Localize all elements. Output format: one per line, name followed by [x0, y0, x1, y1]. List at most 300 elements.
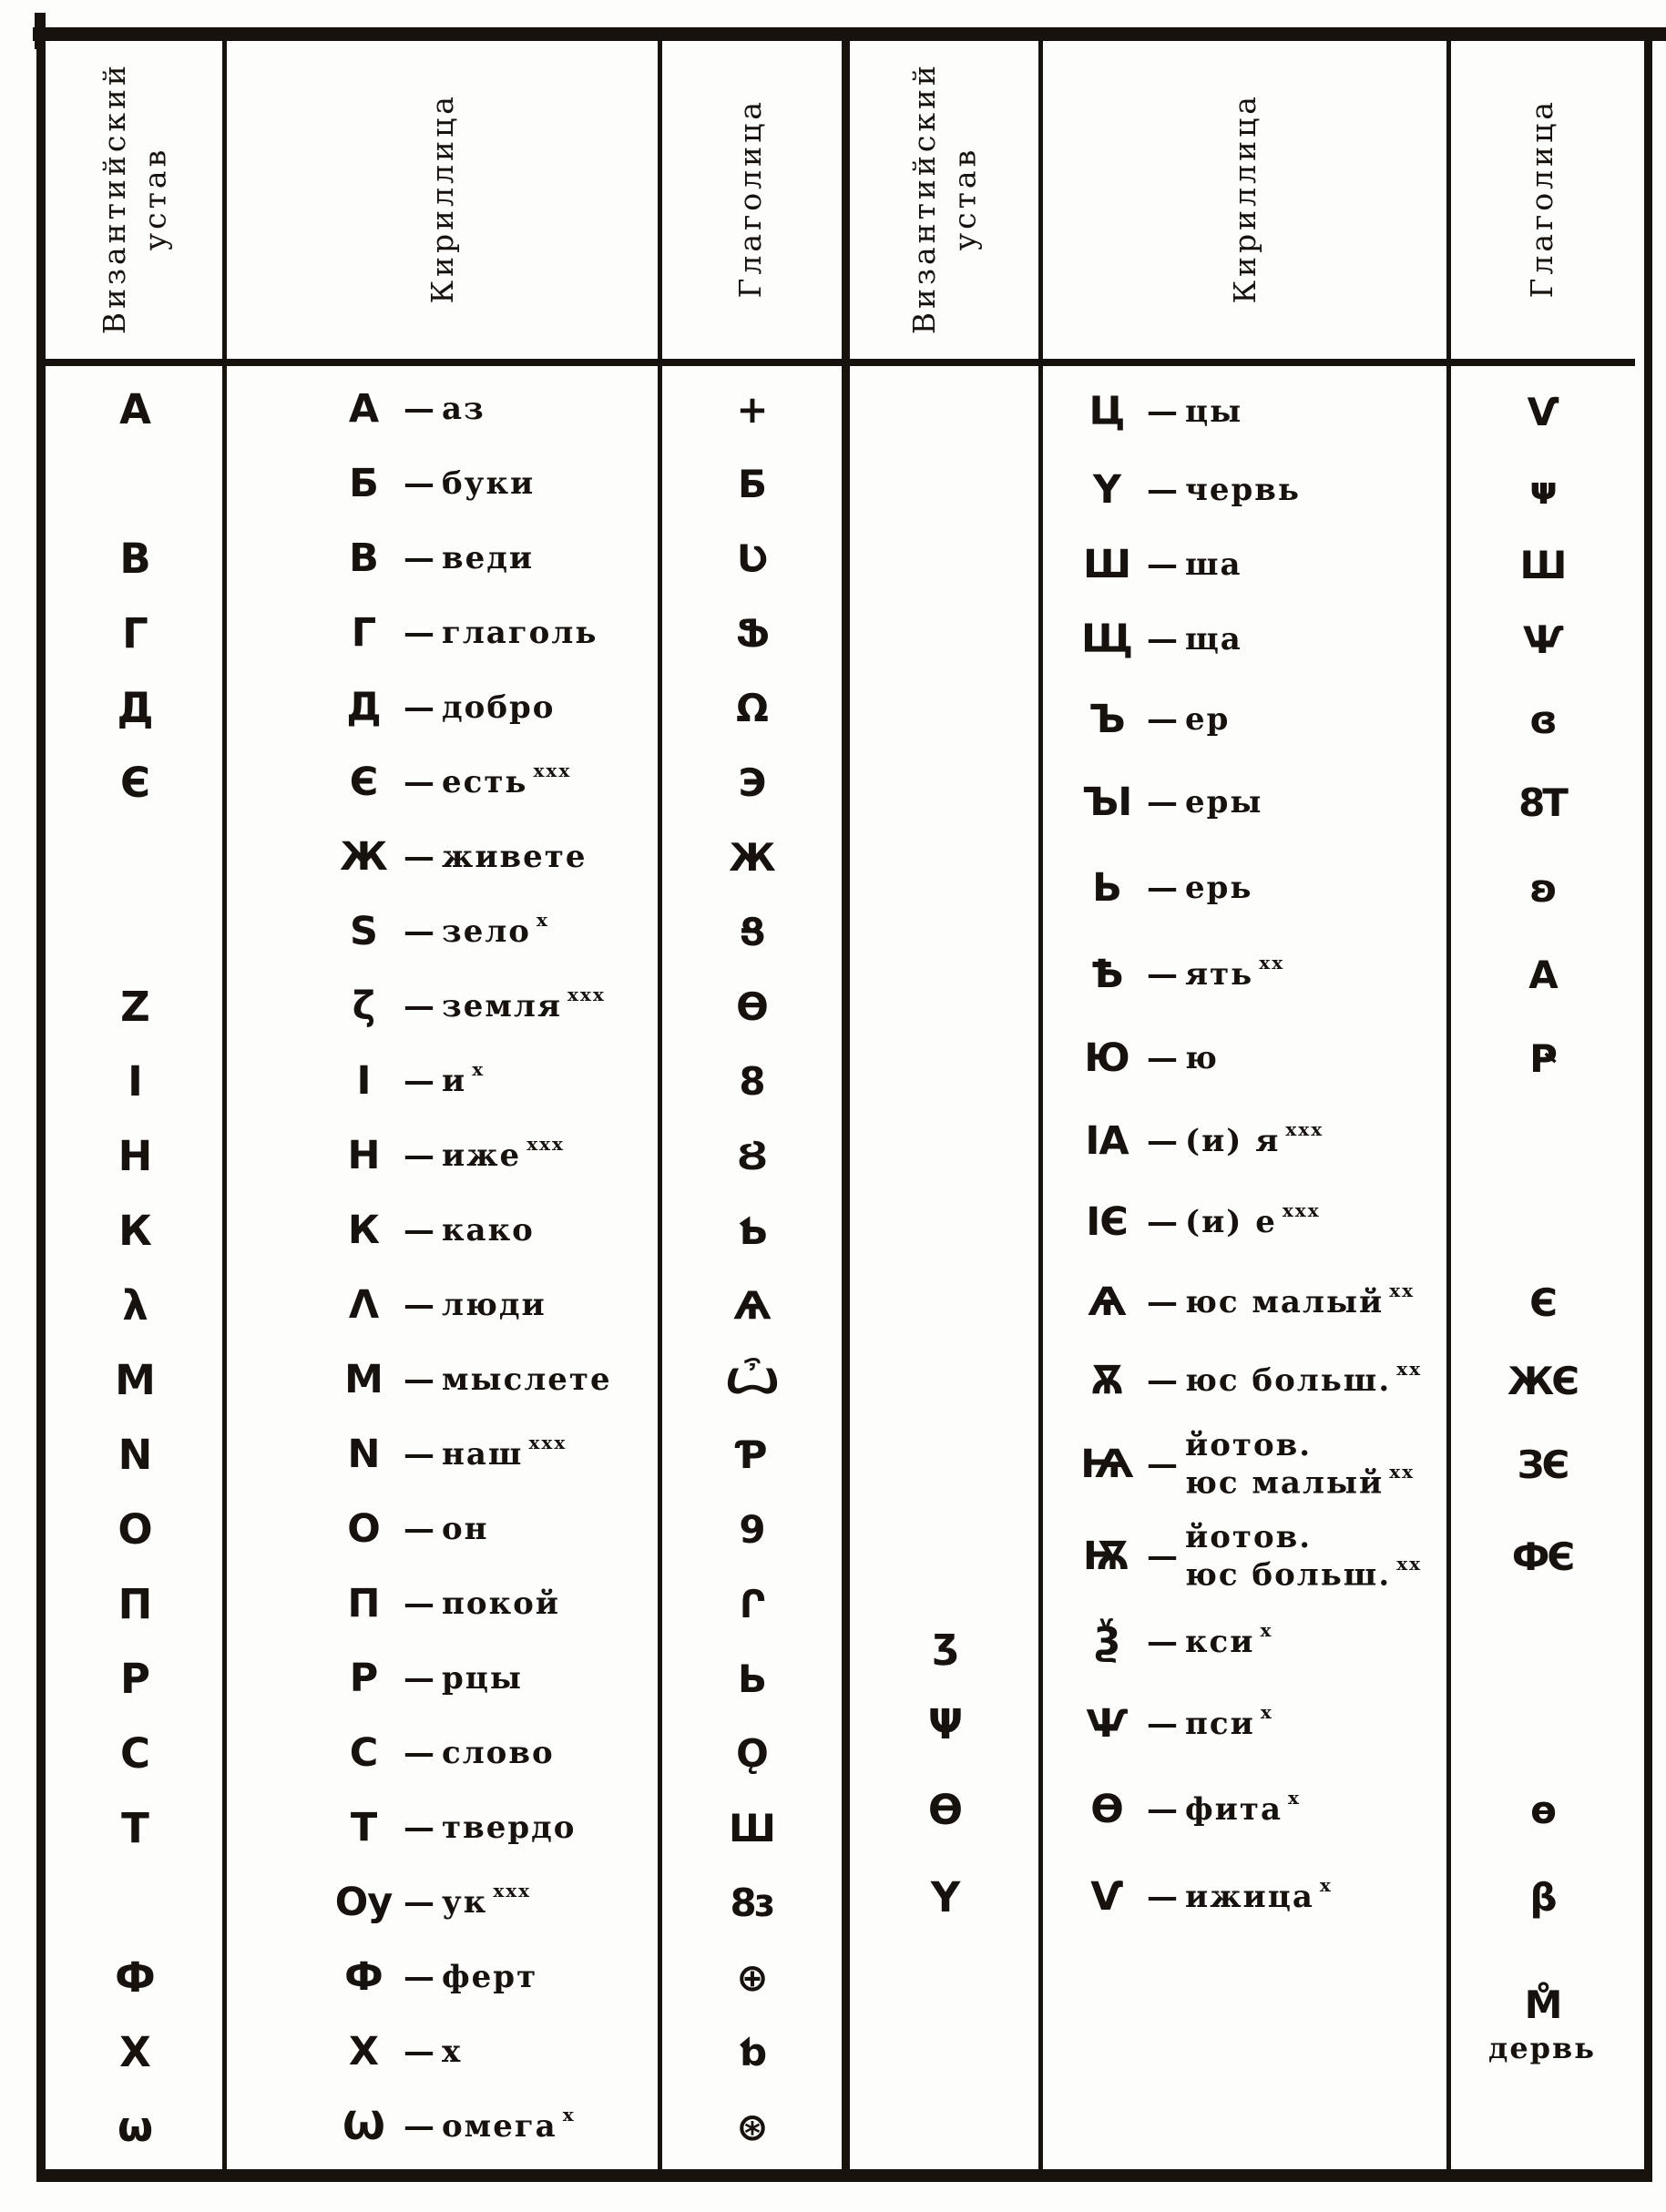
cyrillic-entry-derv	[1041, 2019, 1449, 2028]
dash: —	[404, 1735, 434, 1771]
cyrillic-entry-glagol	[225, 610, 660, 656]
cyrillic-letter: Ш	[1082, 542, 1131, 587]
glagolitic-glyph: ɞ	[1529, 697, 1555, 742]
dash: —	[404, 1212, 434, 1249]
footnote-mark: ххх	[493, 1880, 532, 1902]
dash: —	[1147, 393, 1178, 430]
byzantine-letter-ia	[850, 1137, 1041, 1146]
byzantine-letter-yus-big-iot	[850, 1552, 1041, 1561]
cyrillic-letter: Ѡ	[342, 2104, 384, 2149]
row-zelo	[46, 894, 842, 969]
byzantine-letter-er	[850, 715, 1041, 724]
byzantine-letter-pokoy: П	[118, 1579, 153, 1628]
dash: —	[404, 1660, 434, 1697]
glagolitic-glyph: Ƅ	[737, 1208, 764, 1253]
letter-name: юс малый $^{хх}$	[1185, 1279, 1416, 1320]
header-cyrillic-label: Кириллица	[424, 93, 460, 304]
row-psi	[850, 1681, 1635, 1767]
glagolitic-letter-yus-small-iot	[1449, 1442, 1635, 1487]
cyrillic-entry-i	[225, 1058, 660, 1104]
cyrillic-entry-izhitsa	[1041, 1874, 1449, 1920]
glagolitic-glyph: Ր	[740, 1581, 762, 1626]
cyrillic-entry-yus-small-iot	[1041, 1427, 1449, 1502]
row-izhitsa	[850, 1852, 1635, 1942]
glagolitic-letter-shcha	[1449, 617, 1635, 662]
cyrillic-letter: Ж	[340, 834, 387, 880]
glagolitic-letter-cherv	[1449, 468, 1635, 513]
column-divider	[658, 38, 662, 2169]
glagolitic-glyph: Ѳ	[736, 984, 766, 1029]
row-on	[46, 1492, 842, 1566]
byzantine-letter-yer	[850, 883, 1041, 892]
cyrillic-letter: Т	[350, 1805, 377, 1850]
letter-name: живете	[442, 838, 588, 875]
cyrillic-letter: Оу	[334, 1880, 393, 1925]
letter-name: ерь	[1185, 869, 1253, 906]
cyrillic-entry-izhe	[225, 1133, 660, 1178]
dash: —	[404, 1884, 434, 1921]
row-tsy	[850, 372, 1635, 452]
row-zhivete	[46, 820, 842, 894]
cyrillic-letter: В	[349, 535, 378, 581]
cyrillic-entry-omega	[225, 2104, 660, 2149]
column-divider	[1038, 38, 1043, 2169]
byzantine-letter-yus-big	[850, 1376, 1041, 1385]
dash: —	[404, 913, 434, 950]
dash: —	[404, 1137, 434, 1174]
footnote-mark: ххх	[1282, 1199, 1321, 1222]
cyrillic-entry-fita	[1041, 1787, 1449, 1832]
letter-name: веди	[442, 539, 535, 576]
row-buki	[46, 446, 842, 521]
byzantine-letter-izhe: Н	[118, 1131, 153, 1180]
glagolitic-letter-yus-small	[1449, 1280, 1635, 1325]
cyrillic-letter: Ѫ	[1090, 1358, 1123, 1403]
row-omega	[46, 2089, 842, 2164]
glagolitic-letter-yu	[1449, 1036, 1635, 1081]
letter-name: иже $^{ххх}$	[442, 1133, 565, 1174]
cyrillic-entry-sha	[1041, 542, 1449, 587]
glagolitic-glyph: ⊛	[736, 2104, 766, 2149]
row-ia	[850, 1100, 1635, 1182]
cyrillic-letter: Ѯ	[1093, 1619, 1120, 1665]
byzantine-letter-ie	[850, 1218, 1041, 1227]
glagolitic-glyph: ᴪ	[1528, 467, 1556, 513]
cyrillic-entry-yer	[1041, 865, 1449, 911]
cyrillic-letter: ζ	[352, 984, 375, 1029]
letter-name: есть $^{ххх}$	[442, 759, 572, 800]
glagolitic-glyph: Ѽ	[725, 1357, 777, 1402]
glagolitic-letter-dobro	[660, 686, 842, 730]
glagolitic-letter-er	[1449, 698, 1635, 742]
glagolitic-glyph: ѳ	[1530, 1787, 1554, 1832]
cyrillic-letter: І	[356, 1058, 371, 1104]
cyrillic-entry-tverdo	[225, 1805, 660, 1850]
header-cyrillic-label: Кириллица	[1226, 93, 1262, 304]
cyrillic-letter: Ѩ	[1080, 1441, 1133, 1487]
dash: —	[404, 2108, 434, 2145]
glagolitic-glyph: +	[736, 386, 766, 432]
row-zemlya	[46, 969, 842, 1044]
row-az	[46, 372, 842, 446]
dash: —	[404, 2034, 434, 2070]
glagolitic-glyph: Ш	[1519, 542, 1565, 587]
glagolitic-letter-fita	[1449, 1788, 1635, 1832]
glagolitic-letter-omega	[660, 2105, 842, 2149]
cyrillic-letter: К	[347, 1208, 380, 1253]
header-glagolitic-right	[1449, 38, 1635, 359]
footnote-mark: хх	[1389, 1279, 1416, 1302]
glagolitic-letter-label: дервь	[1487, 2030, 1596, 2065]
byzantine-letter-slovo: С	[119, 1728, 151, 1778]
dash: —	[1147, 546, 1178, 583]
letter-name: ферт	[442, 1958, 538, 1995]
glagolitic-letter-lyudi	[660, 1283, 842, 1328]
dash: —	[1147, 1879, 1178, 1915]
byzantine-letter-zelo	[46, 927, 225, 936]
row-dobro	[46, 670, 842, 745]
byzantine-letter-az: А	[119, 384, 151, 433]
row-yat	[850, 933, 1635, 1016]
table-body-left	[46, 366, 842, 2164]
cyrillic-entry-uk	[225, 1880, 660, 1925]
byzantine-letter-i: І	[128, 1056, 143, 1106]
dash: —	[1147, 956, 1178, 993]
byzantine-letter-shcha	[850, 635, 1041, 644]
dash: —	[1147, 1123, 1178, 1159]
glagolitic-letter-zhivete	[660, 835, 842, 880]
glagolitic-letter-zelo	[660, 910, 842, 954]
dash: —	[1147, 472, 1178, 508]
row-rtsy	[46, 1641, 842, 1716]
glagolitic-glyph: Є	[1529, 1279, 1555, 1325]
row-yus-big	[850, 1342, 1635, 1419]
footnote-mark: хх	[1259, 952, 1285, 974]
dash: —	[404, 689, 434, 726]
glagolitic-letter-myslete	[660, 1358, 842, 1402]
cyrillic-entry-slovo	[225, 1730, 660, 1776]
glagolitic-letter-tverdo	[660, 1806, 842, 1850]
dash: —	[1147, 1040, 1178, 1076]
glagolitic-glyph: Ҏ	[1529, 1035, 1555, 1081]
glagolitic-letter-fert	[660, 1955, 842, 2000]
letter-name: покой	[442, 1585, 561, 1622]
cyrillic-letter: Щ	[1080, 617, 1132, 662]
letter-name: како	[442, 1211, 535, 1249]
letter-name: люди	[442, 1286, 547, 1323]
cyrillic-entry-rtsy	[225, 1656, 660, 1701]
glagolitic-glyph: ЖЄ	[1507, 1358, 1578, 1403]
header-byzantine-ustav-right	[850, 38, 1041, 359]
cyrillic-entry-yus-small	[1041, 1279, 1449, 1325]
cyrillic-letter: Ю	[1084, 1035, 1129, 1081]
row-myslete	[46, 1342, 842, 1417]
dash: —	[1147, 784, 1178, 821]
header-glagolitic-label: Глаголица	[732, 98, 769, 299]
cyrillic-entry-yu	[1041, 1035, 1449, 1081]
byzantine-letter-buki	[46, 479, 225, 488]
letter-name: ять $^{хх}$	[1185, 952, 1285, 993]
letter-name: х	[442, 2033, 463, 2070]
glagolitic-letter-yat	[1449, 953, 1635, 997]
glagolitic-letter-izhitsa	[1449, 1875, 1635, 1920]
row-kako	[46, 1193, 842, 1268]
glagolitic-glyph: ⊕	[736, 1954, 766, 2000]
glagolitic-letter-vedi	[660, 536, 842, 581]
byzantine-letter-kako: К	[118, 1206, 152, 1255]
cyrillic-entry-er	[1041, 697, 1449, 742]
row-yus-small	[850, 1262, 1635, 1342]
dash: —	[404, 540, 434, 576]
row-fert	[46, 1940, 842, 2014]
glagolitic-glyph: M̊	[1524, 1982, 1560, 2027]
byzantine-letter-glagol: Г	[122, 608, 148, 657]
row-est	[46, 745, 842, 820]
byzantine-letter-zhivete	[46, 852, 225, 861]
glagolitic-letter-yus-big	[1449, 1359, 1635, 1403]
letter-name: кси $^х$	[1185, 1619, 1273, 1660]
cyrillic-letter: А	[348, 386, 379, 432]
cyrillic-letter: Б	[349, 461, 378, 506]
dash: —	[404, 1361, 434, 1398]
table-body-right	[850, 366, 1635, 2105]
cyrillic-letter: П	[347, 1581, 380, 1626]
byzantine-letter-fita: Ѳ	[927, 1785, 964, 1834]
dash: —	[404, 764, 434, 800]
cyrillic-letter: Н	[347, 1133, 380, 1178]
byzantine-letter-sha	[850, 560, 1041, 569]
letter-name: червь	[1185, 471, 1301, 508]
alphabet-comparison-table	[36, 38, 1652, 2182]
row-er	[850, 678, 1635, 761]
footnote-mark: ххх	[1285, 1118, 1324, 1141]
cyrillic-entry-on	[225, 1506, 660, 1552]
row-derv	[850, 1942, 1635, 2105]
cyrillic-letter: Ц	[1089, 389, 1125, 434]
row-cherv	[850, 452, 1635, 528]
byzantine-letter-zemlya: Z	[120, 982, 150, 1031]
letter-name: цы	[1185, 392, 1243, 430]
glagolitic-letter-pokoy	[660, 1582, 842, 1626]
dash: —	[404, 839, 434, 875]
cyrillic-entry-yat	[1041, 952, 1449, 997]
glagolitic-letter-psi	[1449, 1719, 1635, 1728]
cyrillic-entry-vedi	[225, 535, 660, 581]
byzantine-letter-ksi: ʒ	[932, 1617, 959, 1667]
letter-name: наш $^{ххх}$	[442, 1432, 567, 1473]
glagolitic-letter-kako	[660, 1208, 842, 1253]
dash: —	[1147, 1445, 1178, 1483]
cyrillic-letter: Р	[349, 1656, 378, 1701]
glagolitic-letter-kher	[660, 2030, 842, 2074]
byzantine-letter-kher: Х	[119, 2027, 151, 2076]
dash: —	[1147, 1537, 1178, 1575]
byzantine-letter-uk	[46, 1898, 225, 1907]
cyrillic-entry-az	[225, 386, 660, 432]
letter-name: ижица $^х$	[1185, 1874, 1333, 1915]
dash: —	[404, 1585, 434, 1622]
glagolitic-letter-yus-big-iot	[1449, 1534, 1635, 1579]
glagolitic-glyph: Ѱ	[1522, 617, 1562, 662]
dash: —	[404, 1809, 434, 1846]
byzantine-letter-cherv	[850, 485, 1041, 494]
row-yu	[850, 1016, 1635, 1100]
byzantine-letter-nash: N	[118, 1430, 153, 1479]
footnote-mark: ххх	[533, 759, 572, 782]
dash: —	[1147, 870, 1178, 906]
cyrillic-entry-ery	[1041, 780, 1449, 825]
glagolitic-glyph: Ѵ	[1527, 389, 1558, 434]
dash: —	[1147, 701, 1178, 738]
cyrillic-letter: S	[350, 909, 377, 954]
cyrillic-entry-yus-big	[1041, 1358, 1449, 1403]
glagolitic-glyph: Ƥ	[737, 1432, 765, 1477]
byzantine-letter-izhitsa: Υ	[930, 1872, 961, 1921]
cyrillic-letter: ІЄ	[1086, 1199, 1128, 1245]
cyrillic-letter: С	[349, 1730, 378, 1776]
row-i	[46, 1044, 842, 1118]
dash: —	[1147, 1624, 1178, 1660]
cyrillic-letter: Ѳ	[1090, 1787, 1123, 1832]
glagolitic-letter-yer	[1449, 866, 1635, 911]
header-byzantine-ustav-label: Византийский устав	[906, 62, 983, 335]
cyrillic-letter: Д	[346, 685, 381, 730]
cyrillic-letter: Г	[351, 610, 376, 656]
byzantine-letter-tsy	[850, 407, 1041, 416]
glagolitic-glyph: 8T	[1518, 780, 1566, 825]
glagolitic-glyph: Ȣ	[737, 1133, 765, 1178]
cyrillic-entry-cherv	[1041, 467, 1449, 513]
dash: —	[1147, 1706, 1178, 1742]
cyrillic-entry-fert	[225, 1954, 660, 2000]
glagolitic-glyph: ФЄ	[1511, 1534, 1573, 1579]
letter-name: твердо	[442, 1809, 577, 1846]
glagolitic-letter-i	[660, 1059, 842, 1104]
glagolitic-glyph: ЗЄ	[1517, 1442, 1568, 1487]
row-yer	[850, 843, 1635, 933]
row-yus-big-iot	[850, 1510, 1635, 1603]
row-tverdo	[46, 1790, 842, 1865]
cyrillic-letter: N	[347, 1432, 380, 1477]
dash: —	[404, 615, 434, 651]
glagolitic-glyph: Ƃ	[737, 461, 764, 506]
dash: —	[404, 988, 434, 1024]
cyrillic-letter: М	[344, 1357, 383, 1402]
cyrillic-letter: О	[347, 1506, 380, 1552]
glagolitic-letter-est	[660, 760, 842, 805]
dash: —	[1147, 621, 1178, 657]
cyrillic-entry-kako	[225, 1208, 660, 1253]
cyrillic-entry-yus-big-iot	[1041, 1519, 1449, 1594]
letter-name: аз	[442, 390, 485, 427]
letter-name: буки	[442, 464, 536, 502]
dash: —	[404, 1959, 434, 1995]
row-fita	[850, 1767, 1635, 1852]
glagolitic-glyph: ʚ	[1529, 865, 1555, 911]
footnote-mark: хх	[1389, 1460, 1416, 1483]
letter-name: земля $^{ххх}$	[442, 984, 606, 1024]
row-yus-small-iot	[850, 1419, 1635, 1510]
glagolitic-letter-ie	[1449, 1218, 1635, 1227]
byzantine-letter-psi: Ψ	[927, 1699, 964, 1748]
header-row-left	[46, 38, 842, 366]
byzantine-letter-omega: ω	[117, 2102, 154, 2151]
cyrillic-letter: Х	[348, 2029, 379, 2074]
dash: —	[1147, 1284, 1178, 1320]
glagolitic-letter-ia	[1449, 1137, 1635, 1146]
header-cyrillic-left	[225, 38, 660, 359]
letter-name: он	[442, 1510, 489, 1547]
letter-name: слово	[442, 1734, 555, 1771]
footnote-mark: ххх	[567, 984, 606, 1006]
column-divider	[222, 38, 227, 2169]
cyrillic-entry-ksi	[1041, 1619, 1449, 1665]
letter-name: и $^х$	[442, 1058, 485, 1099]
byzantine-letter-yu	[850, 1054, 1041, 1063]
letter-name: ер	[1185, 700, 1231, 738]
glagolitic-letter-buki	[660, 462, 842, 506]
footnote-mark: х	[536, 909, 549, 932]
glagolitic-glyph: Ж	[729, 834, 773, 880]
row-izhe	[46, 1118, 842, 1193]
byzantine-letter-lyudi: λ	[122, 1280, 148, 1330]
cyrillic-entry-zemlya	[225, 984, 660, 1029]
glagolitic-letter-az	[660, 387, 842, 432]
letter-name: (и) я $^{ххх}$	[1185, 1118, 1324, 1159]
row-glagol	[46, 596, 842, 670]
footnote-mark: ххх	[528, 1432, 567, 1454]
byzantine-letter-est: Є	[119, 758, 151, 807]
dash: —	[404, 1511, 434, 1547]
glagolitic-letter-izhe	[660, 1134, 842, 1178]
footnote-mark: х	[1260, 1619, 1273, 1642]
row-vedi	[46, 521, 842, 596]
glagolitic-glyph: ƅ	[738, 2029, 764, 2074]
glagolitic-glyph: A	[1528, 952, 1556, 997]
glagolitic-glyph: Ǫ	[736, 1730, 766, 1776]
cyrillic-letter: ЪІ	[1081, 780, 1132, 825]
column-divider	[1446, 38, 1451, 2169]
dash: —	[404, 1287, 434, 1323]
byzantine-letter-rtsy: Р	[120, 1654, 150, 1703]
byzantine-letter-myslete: М	[115, 1355, 156, 1404]
glagolitic-glyph: 9	[739, 1506, 763, 1552]
cyrillic-letter: Λ	[348, 1282, 379, 1328]
glagolitic-letter-slovo	[660, 1731, 842, 1776]
byzantine-letter-yus-small	[850, 1298, 1041, 1307]
footnote-mark: х	[472, 1058, 485, 1081]
header-row-right	[850, 38, 1635, 366]
cyrillic-entry-nash	[225, 1432, 660, 1477]
letter-name: пси $^х$	[1185, 1701, 1273, 1742]
cyrillic-entry-dobro	[225, 685, 660, 730]
glagolitic-glyph: Э	[738, 759, 764, 805]
dash: —	[404, 465, 434, 502]
byzantine-letter-ery	[850, 798, 1041, 807]
byzantine-letter-dobro: Д	[117, 683, 154, 732]
cyrillic-entry-est	[225, 759, 660, 805]
footnote-mark: хх	[1396, 1358, 1423, 1381]
row-lyudi	[46, 1268, 842, 1342]
cyrillic-letter: ІА	[1085, 1118, 1129, 1164]
cyrillic-entry-lyudi	[225, 1282, 660, 1328]
glagolitic-glyph: Ֆ	[736, 610, 766, 656]
cyrillic-letter: Ү	[1092, 467, 1121, 513]
letter-name: (и) е $^{ххх}$	[1185, 1199, 1321, 1240]
dash: —	[404, 1436, 434, 1473]
letter-name: омега $^х$	[442, 2104, 576, 2145]
glagolitic-glyph: Ѧ	[733, 1282, 769, 1328]
